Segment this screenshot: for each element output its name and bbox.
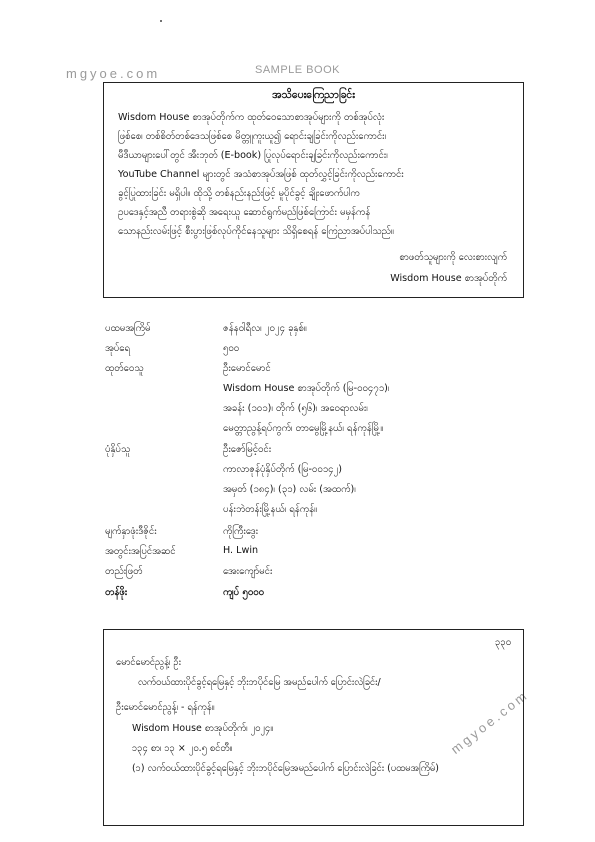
- catalog-record-box: [103, 629, 524, 826]
- notice-line: ဥပဒေနှင့်အညီ တရားစွဲဆို အရေးယူ ဆောင်ရွက်မည်ဖြစ်ကြောင်း မမှန်ကန်: [118, 207, 371, 218]
- copies-label: အုပ်ရေ: [105, 343, 130, 354]
- editor-label: တည်းဖြတ်: [105, 566, 143, 577]
- catalog-subject: (၁) လက်ဝယ်ထားပိုင်ခွင့်ရမြေနှင့် ဘိုးဘပိုင်မြေအမည်ပေါက် ပြောင်းလဲခြင်း (ပထမအကြိမ်): [132, 763, 439, 774]
- notice-line: ဖြစ်စေ၊ တစ်စိတ်တစ်ဒေသဖြစ်စေ မိတ္တူကူးယူ၍ ရောင်းချခြင်းကိုလည်းကောင်း၊: [118, 131, 387, 142]
- notice-line: Wisdom House စာအုပ်တိုက်က ထုတ်ဝေသောစာအုပ်များကို တစ်အုပ်လုံး: [118, 112, 385, 123]
- printer-label: ပုံနှိပ်သူ: [105, 444, 131, 455]
- cover-design-label: မျက်နှာဖုံးဒီဇိုင်း: [105, 526, 157, 537]
- editor-value: အေးကျော်မင်း: [223, 566, 273, 577]
- catalog-author: မောင်မောင်ညွန့်၊ ဦး: [116, 657, 181, 668]
- catalog-title: လက်ဝယ်ထားပိုင်ခွင့်ရမြေနှင့် ဘိုးဘပိုင်မြေ အမည်ပေါက် ပြောင်းလဲခြင်း/: [138, 677, 381, 688]
- copyright-notice-box: [103, 82, 524, 298]
- printer-address-1: အမှတ် (၁၈၄)၊ (၃၁) လမ်း (အထက်)၊: [223, 484, 356, 495]
- publisher-house: Wisdom House စာအုပ်တိုက် (မြ-၀၀၄၇၁)၊: [223, 383, 390, 394]
- catalog-number: ၃၃၀: [495, 637, 511, 648]
- watermark-left: mgyoe.com: [66, 66, 161, 81]
- notice-line: မီဒီယာများပေါ်တွင် အီးဘုတ် (E-book) ပြုလုပ်ရောင်းချခြင်းကိုလည်းကောင်း၊: [118, 150, 388, 161]
- copies-value: ၅၀၀: [223, 343, 240, 354]
- price-value: ကျပ် ၅၀၀၀: [223, 587, 265, 598]
- watermark-diagonal: mgyoe.com: [448, 687, 532, 757]
- watermark-sample-book: SAMPLE BOOK: [255, 64, 340, 76]
- publisher-address-2: မေတ္တာညွန့်ရပ်ကွက်၊ တာမွေမြို့နယ်၊ ရန်ကုန်မြို့။: [223, 423, 384, 434]
- ink-dot: [160, 20, 162, 22]
- publisher-address-1: အခန်း (၁၀၁)၊ တိုက် (၅၆)၊ အဝေရာလမ်း၊: [223, 403, 368, 414]
- inner-design-label: အတွင်းအပြင်အဆင်: [105, 546, 176, 557]
- printer-house: ကာလာဇုန်ပုံနှိပ်တိုက် (မြ-၀၀၁၄၂): [223, 464, 342, 475]
- catalog-pages-size: ၁၃၄ စာ၊ ၁၃ × ၂၀.၅ စင်တီ။: [132, 743, 233, 754]
- notice-line: YouTube Channel များတွင် အသံစာအုပ်အဖြစ် ထုတ်လွှင့်ခြင်းကိုလည်းကောင်း: [118, 169, 404, 180]
- notice-title: အသိပေးကြေညာခြင်း: [272, 89, 355, 101]
- notice-signature-publisher: Wisdom House စာအုပ်တိုက်: [390, 273, 507, 284]
- printer-address-2: ပန်းဘဲတန်းမြို့နယ်၊ ရန်ကုန်။: [223, 504, 318, 515]
- catalog-publisher: Wisdom House စာအုပ်တိုက်၊ ၂၀၂၄။: [132, 723, 274, 734]
- printer-name: ဦးဇော်မြင့်ဝင်း: [223, 444, 272, 455]
- catalog-author-place: ဦးမောင်မောင်ညွန့်၊ - ရန်ကုန်။: [116, 702, 215, 713]
- inner-design-value: H. Lwin: [223, 545, 259, 556]
- notice-signature-greeting: စာဖတ်သူများကို လေးစားလျက်: [399, 252, 507, 263]
- first-edition-label: ပထမအကြိမ်: [105, 323, 151, 334]
- price-label: တန်ဖိုး: [105, 587, 128, 598]
- cover-design-value: ကိုကြီးဒွေး: [223, 526, 259, 537]
- first-edition-value: ဇန်နဝါရီလ၊ ၂၀၂၄ ခုနှစ်။: [223, 323, 307, 334]
- notice-line: သောနည်းလမ်းဖြင့် စီးပွားဖြစ်လုပ်ကိုင်နေသူများ သိရှိစေရန် ကြေညာအပ်ပါသည်။: [118, 226, 394, 237]
- notice-line: ခွင့်ပြုထားခြင်း မရှိပါ။ ထိုသို့ တစ်နည်းနည်းဖြင့် မူပိုင်ခွင့် ချိုးဖောက်ပါက: [118, 188, 360, 199]
- publisher-label: ထုတ်ဝေသူ: [105, 363, 144, 374]
- publisher-name: ဦးမောင်မောင်: [223, 363, 271, 374]
